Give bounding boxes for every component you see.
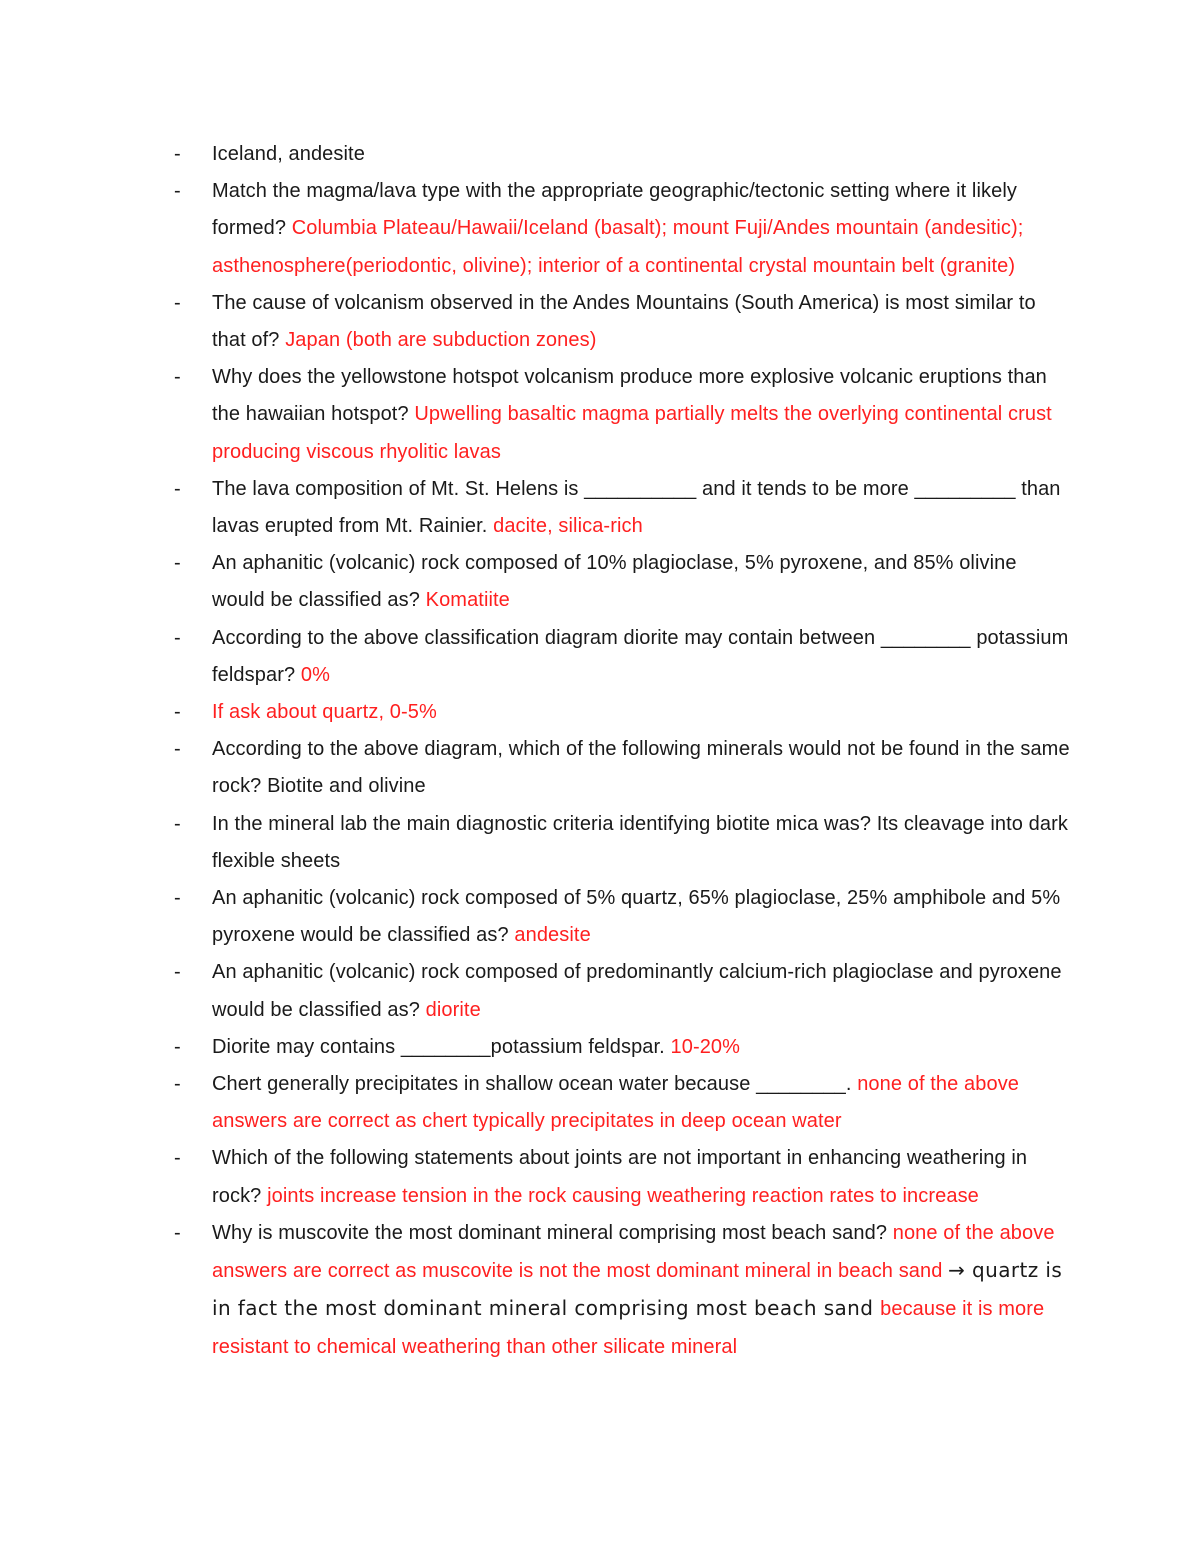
list-item xyxy=(170,1215,1070,1366)
question-text: Diorite may contains ________potassium feldspar. xyxy=(212,1035,671,1058)
question-text: In the mineral lab the main diagnostic criteria identifying biotite mica was? Its cleavage into dark flexible sheets xyxy=(212,812,1068,872)
bullet-dash: - xyxy=(174,552,181,575)
answer-text: 10-20% xyxy=(670,1035,741,1058)
bullet-dash: - xyxy=(174,961,181,984)
answer-note-text: → quartz is in fact the most dominant mineral comprising most beach sand xyxy=(212,1258,1063,1321)
list-item xyxy=(170,694,1070,731)
list-item xyxy=(170,471,1070,545)
list-item xyxy=(170,731,1070,805)
list-item xyxy=(170,806,1070,880)
question-text: The cause of volcanism observed in the Andes Mountains (South America) is most similar to that of? xyxy=(212,291,1036,352)
answer-text: andesite xyxy=(514,924,591,947)
list-item xyxy=(170,285,1070,359)
bullet-dash: - xyxy=(174,1147,181,1170)
question-text: Match the magma/lava type with the appropriate geographic/tectonic setting where it likely formed? xyxy=(212,180,1017,240)
list-item xyxy=(170,1140,1070,1214)
question-text: Iceland, andesite xyxy=(212,143,365,165)
question-text: The lava composition of Mt. St. Helens is __________ and it tends to be more _________ than lavas erupted from Mt. Rainier. xyxy=(212,477,1061,538)
question-text: An aphanitic (volcanic) rock composed of 5% quartz, 65% plagioclase, 25% amphibole and 5% pyroxene would be classified as? xyxy=(212,887,1061,947)
bullet-dash: - xyxy=(174,366,181,389)
list-item xyxy=(170,954,1070,1028)
answer-text: Columbia Plateau/Hawaii/Iceland (basalt); mount Fuji/Andes mountain (andesitic); asthenosphere(periodontic, olivine); interior of a continental crystal mountain belt (granite) xyxy=(212,217,1024,277)
list-item xyxy=(170,136,1070,173)
list-item xyxy=(170,545,1070,619)
question-text: An aphanitic (volcanic) rock composed of 10% plagioclase, 5% pyroxene, and 85% olivine would be classified as? xyxy=(212,552,1017,612)
bullet-dash: - xyxy=(174,477,181,500)
bullet-dash: - xyxy=(174,812,181,835)
question-text: Why is muscovite the most dominant mineral comprising most beach sand? xyxy=(212,1221,893,1244)
question-text: An aphanitic (volcanic) rock composed of predominantly calcium-rich plagioclase and pyroxene would be classified as? xyxy=(212,961,1062,1021)
bullet-dash: - xyxy=(174,180,181,203)
bullet-dash: - xyxy=(174,1035,181,1058)
answer-text: If ask about quartz, 0-5% xyxy=(212,701,437,724)
bullet-dash: - xyxy=(174,887,181,910)
question-text: Which of the following statements about joints are not important in enhancing weathering in rock? xyxy=(212,1147,1028,1207)
answer-text: 0% xyxy=(300,663,330,686)
bullet-dash: - xyxy=(174,1221,181,1244)
answer-text: joints increase tension in the rock causing weathering reaction rates to increase xyxy=(267,1184,979,1207)
question-text: Chert generally precipitates in shallow ocean water because ________. xyxy=(212,1073,858,1096)
bullet-dash: - xyxy=(174,143,181,165)
question-list xyxy=(170,136,1070,1366)
question-text: According to the above classification diagram diorite may contain between ________ potassium feldspar? xyxy=(212,626,1069,686)
list-item xyxy=(170,359,1070,471)
answer-text: none of the above answers are correct as chert typically precipitates in deep ocean water xyxy=(212,1073,1020,1133)
question-text: Why does the yellowstone hotspot volcanism produce more explosive volcanic eruptions than the hawaiian hotspot? xyxy=(212,366,1047,426)
bullet-dash: - xyxy=(174,291,181,314)
bullet-dash: - xyxy=(174,701,181,724)
list-item xyxy=(170,173,1070,285)
list-item xyxy=(170,880,1070,954)
answer-tail-text: because it is more resistant to chemical weathering than other silicate mineral xyxy=(212,1298,1045,1358)
question-text: According to the above diagram, which of the following minerals would not be found in the same rock? Biotite and olivine xyxy=(212,738,1070,798)
answer-text: diorite xyxy=(425,998,481,1021)
list-item xyxy=(170,1029,1070,1066)
bullet-dash: - xyxy=(174,1073,181,1096)
list-item xyxy=(170,1066,1070,1140)
answer-text: dacite, silica-rich xyxy=(493,515,643,538)
answer-text: Komatiite xyxy=(425,589,510,612)
bullet-dash: - xyxy=(174,738,181,761)
list-item xyxy=(170,620,1070,694)
answer-text: Upwelling basaltic magma partially melts the overlying continental crust producing viscous rhyolitic lavas xyxy=(212,403,1052,463)
answer-text: Japan (both are subduction zones) xyxy=(285,329,597,352)
bullet-dash: - xyxy=(174,626,181,649)
answer-text: none of the above answers are correct as muscovite is not the most dominant mineral in beach sand xyxy=(212,1221,1055,1283)
